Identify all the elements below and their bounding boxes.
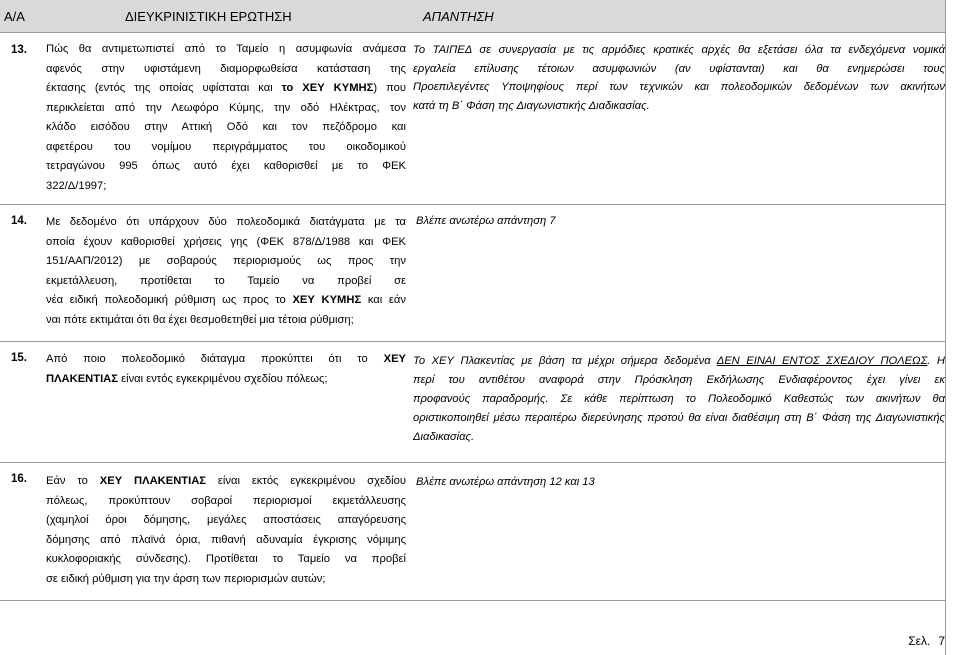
answer-line: εργαλεία επίλυσης τέτοιων ασυμφωνιών (αν υφίστανται) και θα ενημερώσει τους <box>413 62 945 75</box>
answer-text <box>416 473 948 492</box>
question-line <box>46 350 406 370</box>
question-fragment: ) που <box>373 82 407 94</box>
row-divider <box>0 600 945 601</box>
property-name: ΧΕΥ ΠΛΑΚΕΝΤΙΑΣ <box>99 475 207 487</box>
question-line: πόλεως, προκύπτουν σοβαροί περιορισμοί εκμετάλλευσης <box>46 494 406 507</box>
question-line: οποία έχουν καθορισθεί χρήσεις γης (ΦΕΚ 878/Δ/1988 και ΦΕΚ <box>46 235 406 248</box>
question-fragment: Εάν το <box>46 475 100 487</box>
question-line: αφενός στην υφιστάμενη διαμορφωθείσα κατάσταση της <box>46 62 406 75</box>
page-number: 7 <box>938 634 945 648</box>
answer-line: Διαδικασίας. <box>413 431 475 443</box>
question-line <box>46 291 406 311</box>
header-question: ΔΙΕΥΚΡΙΝΙΣΤΙΚΗ ΕΡΩΤΗΣΗ <box>125 9 292 24</box>
question-line: περικλείεται από την Λεωφόρο Κύμης, την οδό Ηλέκτρας, τον <box>46 101 406 114</box>
question-line: Με δεδομένο ότι υπάρχουν δύο πολεοδομικά διατάγματα με τα <box>46 216 406 228</box>
row-number: 14. <box>11 215 27 227</box>
question-fragment: είναι εντός εγκεκριμένου σχεδίου πόλεως; <box>117 372 328 385</box>
answer-fragment: . Η <box>927 355 945 367</box>
question-line: σε ειδική ρύθμιση για την άρση των περιορισμών αυτών; <box>46 572 326 585</box>
question-line: κυκλοφοριακής σύνδεσης). Προτίθεται το Ταμείο να προβεί <box>46 553 406 565</box>
page-label: Σελ. <box>908 634 931 648</box>
answer-fragment: Το ΧΕΥ Πλακεντίας με βάση τα μέχρι σήμερα δεδομένα <box>413 355 717 367</box>
question-line: τετραγώνου 995 όπως αυτό έχει καθορισθεί με το ΦΕΚ <box>46 160 406 172</box>
question-text <box>46 350 406 389</box>
question-text <box>46 213 406 330</box>
row-number: 16. <box>11 473 27 485</box>
question-text <box>46 40 406 196</box>
answer-line <box>413 352 945 371</box>
row-number: 13. <box>11 44 27 56</box>
table-header <box>0 0 945 33</box>
row-divider <box>0 462 945 463</box>
question-fragment: και εάν <box>361 294 406 306</box>
question-line: εκμετάλλευση, προτίθεται το Ταμείο να προβεί σε <box>46 274 406 287</box>
property-name: ΠΛΑΚΕΝΤΙΑΣ <box>46 372 118 385</box>
question-line <box>46 79 406 99</box>
question-line: 322/Δ/1997; <box>46 179 107 192</box>
question-line <box>46 472 406 492</box>
header-answer: ΑΠΑΝΤΗΣΗ <box>423 9 494 24</box>
property-name: ΧΕΥ ΚΥΜΗΣ <box>292 294 362 306</box>
answer-text <box>413 352 945 447</box>
question-fragment: Από ποιο πολεοδομικό διάταγμα προκύπτει ότι το <box>46 353 384 365</box>
question-line: (χαμηλοί όροι δόμησης, μεγάλες αποστάσεις απαγόρευσης <box>46 514 406 526</box>
answer-line: προφανούς παραδρομής. Σε κάθε περίπτωση το Πολεοδομικό Καθεστώς των ακινήτων θα <box>413 393 945 405</box>
table-right-border <box>945 0 946 655</box>
property-name: το ΧΕΥ ΚΥΜΗΣ <box>281 82 374 94</box>
question-line: αφετέρου του νομίμου περιγράμματος του οικοδομικού <box>46 140 406 153</box>
question-line: κλάδο εισόδου στην Αττική Οδό και τον πεζόδρομο και <box>46 121 406 133</box>
answer-line: περί του αντιθέτου αναφορά στην Πρόσκληση Εκδήλωσης Ενδιαφέροντος έχει γίνει εκ <box>413 374 945 386</box>
question-line: δόμησης από πλαϊνά όρια, πιθανή αδυναμία έγκρισης νόμιμης <box>46 533 406 546</box>
answer-line: Το ΤΑΙΠΕΔ σε συνεργασία με τις αρμόδιες κρατικές αρχές θα εξετάσει όλα τα ενδεχόμενα νομικά <box>413 44 945 56</box>
question-fragment: έκτασης (εντός της οποίας υφίσταται και <box>46 82 282 94</box>
question-fragment: είναι εκτός εγκεκριμένου σχεδίου <box>206 475 406 487</box>
question-line: ναι πότε εκτιμάται ότι θα έχει θεσμοθετηθεί μια τέτοια ρύθμιση; <box>46 313 354 326</box>
answer-line: Βλέπε ανωτέρω απάντηση 12 και 13 <box>416 476 595 488</box>
question-line <box>46 370 406 390</box>
question-text <box>46 472 406 589</box>
answer-line: Βλέπε ανωτέρω απάντηση 7 <box>416 215 556 227</box>
answer-line: κατά τη Β΄ Φάση της Διαγωνιστικής Διαδικασίας. <box>413 99 650 112</box>
row-divider <box>0 204 945 205</box>
header-number: Α/Α <box>4 9 25 24</box>
answer-text <box>416 212 948 231</box>
row-number: 15. <box>11 352 27 364</box>
answer-text <box>413 41 945 115</box>
answer-line: οριστικοποιηθεί μέσω περαιτέρω διερεύνησης προτού θα είναι διαθέσιμη στη Β΄ Φάση της Διαγωνιστικής <box>413 412 945 424</box>
emphasis-text: ΔΕΝ ΕΙΝΑΙ ΕΝΤΟΣ ΣΧΕΔΙΟΥ ΠΟΛΕΩΣ <box>716 355 928 367</box>
page-footer <box>900 634 945 648</box>
question-line: 151/ΑΑΠ/2012) με σοβαρούς περιορισμούς ως προς την <box>46 255 406 267</box>
question-line: Πώς θα αντιμετωπιστεί από το Ταμείο η ασυμφωνία ανάμεσα <box>46 43 406 55</box>
question-fragment: νέα ειδική πολεοδομική ρύθμιση ως προς το <box>46 294 293 306</box>
property-name: ΧΕΥ <box>383 353 406 365</box>
answer-line: Προεπιλεγέντες Υποψηφίους περί των τεχνικών και πολεοδομικών δεδομένων των ακινήτων <box>413 81 945 93</box>
row-divider <box>0 341 945 342</box>
